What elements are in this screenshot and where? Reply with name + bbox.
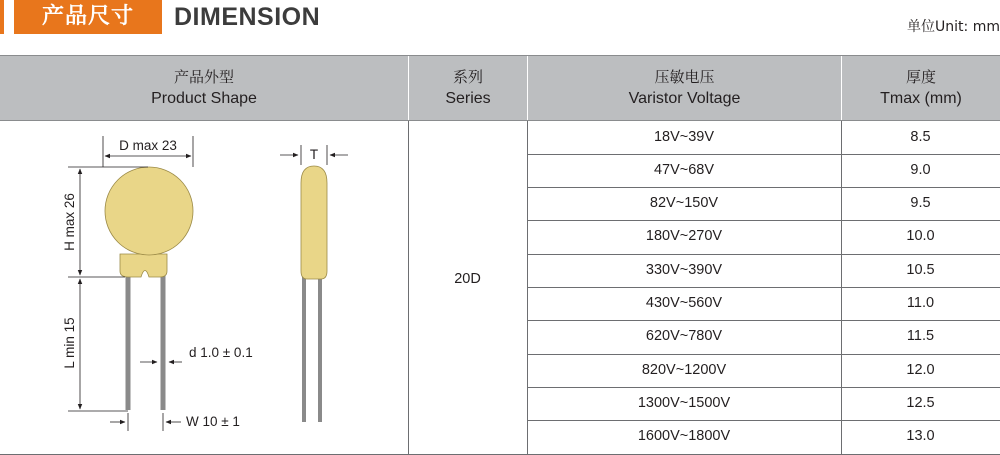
thickness-cell: 12.5: [906, 395, 935, 411]
column-divider: [408, 121, 409, 455]
product-shape-drawing: [0, 121, 408, 455]
side-view: [280, 145, 348, 422]
side-body: [301, 166, 327, 279]
label-h-max: H max 26: [62, 193, 77, 251]
label-d-max: D max 23: [119, 138, 177, 153]
header-voltage-cn: 压敏电压: [654, 68, 715, 86]
table-row: [527, 154, 1000, 187]
table-row: [527, 387, 1000, 420]
thickness-cell: 11.0: [906, 295, 935, 311]
voltage-cell: 180V~270V: [645, 228, 723, 244]
header-voltage-en: Varistor Voltage: [628, 90, 741, 107]
varistor-diagram: [0, 121, 408, 455]
table-row: [527, 254, 1000, 287]
thickness-cell: 10.0: [906, 228, 935, 244]
thickness-cell: 12.0: [906, 362, 935, 378]
section-title-cn: 产品尺寸: [14, 0, 162, 34]
table-body: [0, 121, 1000, 455]
header-varistor-voltage: [528, 56, 841, 120]
voltage-cell: 430V~560V: [645, 295, 723, 311]
section-header: [0, 0, 1000, 44]
header-series: [409, 56, 527, 120]
label-lead-spacing: W 10 ± 1: [186, 414, 240, 429]
voltage-cell: 82V~150V: [649, 195, 719, 211]
table-row: [527, 121, 1000, 154]
unit-label: 单位Unit: mm: [907, 19, 1000, 35]
voltage-cell: 1600V~1800V: [637, 428, 731, 444]
disc-body: [105, 167, 193, 255]
section-title-en: DIMENSION: [174, 3, 321, 31]
header-product-shape: [0, 56, 408, 120]
table-row: [527, 420, 1000, 453]
voltage-cell: 820V~1200V: [641, 362, 727, 378]
disc-base: [120, 254, 167, 277]
thickness-cell: 9.5: [910, 195, 931, 211]
table-header: [0, 55, 1000, 121]
thickness-cell: 10.5: [906, 262, 935, 278]
label-l-min: L min 15: [62, 317, 77, 369]
table-row: [527, 287, 1000, 320]
header-thickness-en: Tmax (mm): [880, 90, 962, 107]
dimension-table: [0, 55, 1000, 455]
series-value: 20D: [454, 271, 481, 287]
label-thickness: T: [309, 147, 319, 162]
label-lead-diameter: d 1.0 ± 0.1: [189, 345, 253, 360]
thickness-cell: 9.0: [910, 162, 931, 178]
voltage-cell: 18V~39V: [653, 129, 715, 145]
header-series-cn: 系列: [452, 68, 483, 86]
accent-bar: [0, 0, 4, 34]
voltage-cell: 330V~390V: [645, 262, 723, 278]
thickness-cell: 13.0: [906, 428, 935, 444]
header-product-shape-cn: 产品外型: [173, 68, 234, 86]
table-row: [527, 354, 1000, 387]
header-product-shape-en: Product Shape: [151, 90, 257, 107]
voltage-cell: 620V~780V: [645, 328, 723, 344]
thickness-cell: 11.5: [906, 328, 935, 344]
header-thickness: [842, 56, 1000, 120]
voltage-cell: 47V~68V: [653, 162, 715, 178]
table-row: [527, 320, 1000, 353]
thickness-cell: 8.5: [910, 129, 931, 145]
header-thickness-cn: 厚度: [905, 68, 936, 86]
table-row: [527, 187, 1000, 220]
front-view: [68, 136, 193, 431]
header-series-en: Series: [445, 90, 491, 107]
voltage-cell: 1300V~1500V: [637, 395, 731, 411]
table-row: [527, 220, 1000, 253]
